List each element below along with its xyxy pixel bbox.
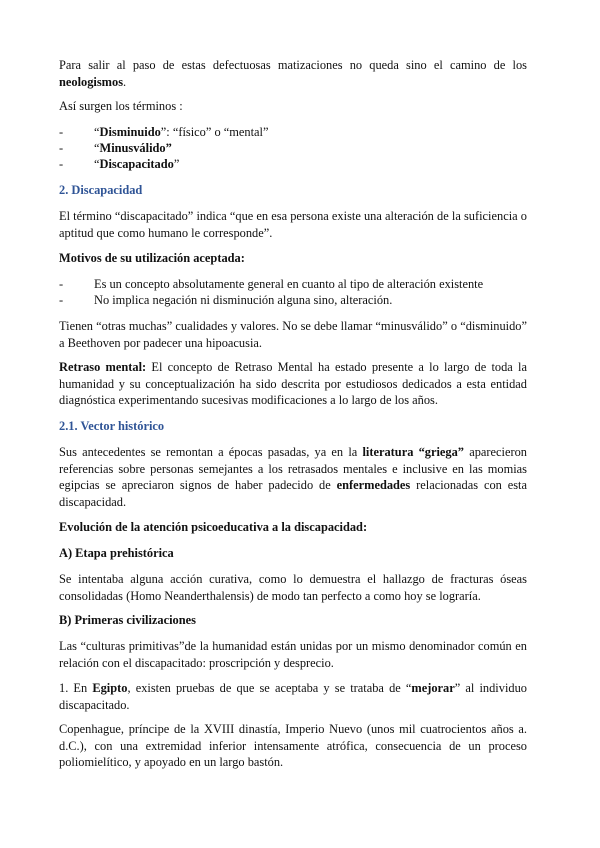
heading-etapa-prehistorica: A) Etapa prehistórica (59, 546, 174, 560)
paragraph-prehistorica: Se intentaba alguna acción curativa, como lo demuestra el hallazgo de fracturas óseas consolidadas (Homo Neanderthalensis) de modo tan perfecto a como hoy se lograría. (59, 572, 527, 603)
paragraph-cualidades: Tienen “otras muchas” cualidades y valores. No se debe llamar “minusválido” o “disminuido” a Beethoven por padecer una hipoacusia. (59, 319, 527, 350)
list-bullet: - (59, 293, 64, 307)
list-bullet: - (59, 157, 64, 171)
heading-vector-historico: 2.1. Vector histórico (59, 419, 165, 433)
paragraph-retraso-mental: Retraso mental: El concepto de Retraso Mental ha estado presente a lo largo de toda la humanidad y su conceptualización ha sido descrita por estudiosos dedicados a esta entidad diagnóstica experimentando sucesivas modificaciones a lo largo de los años. (59, 360, 527, 407)
heading-motivos: Motivos de su utilización aceptada: (59, 251, 245, 265)
paragraph-neologismos: Para salir al paso de estas defectuosas matizaciones no queda sino el camino de los neologismos. (59, 58, 527, 89)
heading-evolucion: Evolución de la atención psicoeducativa a la discapacidad: (59, 520, 368, 534)
paragraph-terminos: Así surgen los términos : (59, 99, 183, 113)
paragraph-antecedentes: Sus antecedentes se remontan a épocas pasadas, ya en la literatura “griega” aparecieron referencias sobre personas semejantes a los retrasados mentales e inclusive en las momias egipcias se apreciaron signos de haber padecido de enfermedades relacionadas con esta discapacidad. (59, 445, 527, 509)
paragraph-culturas-primitivas: Las “culturas primitivas”de la humanidad están unidas por un mismo denominador común en relación con el discapacitado: proscripción y desprecio. (59, 639, 527, 670)
list-bullet: - (59, 125, 64, 139)
heading-primeras-civilizaciones: B) Primeras civilizaciones (59, 613, 196, 627)
list-bullet: - (59, 141, 64, 155)
paragraph-copenhague: Copenhague, príncipe de la XVIII dinastía, Imperio Nuevo (unos mil cuatrocientos años a. d.C.), con una extremidad inferior intensamente atrófica, consecuencia de un proceso poliomielítico, y apoyado en un largo bastón. (59, 722, 527, 769)
paragraph-definicion: El término “discapacitado” indica “que en esa persona existe una alteración de la suficiencia o aptitud que como humano le corresponde”. (59, 209, 527, 240)
list-bullet: - (59, 277, 64, 291)
paragraph-egipto: 1. En Egipto, existen pruebas de que se aceptaba y se trataba de “mejorar” al individuo discapacitado. (59, 681, 527, 712)
heading-discapacidad: 2. Discapacidad (59, 183, 143, 197)
document-page: Para salir al paso de estas defectuosas matizaciones no queda sino el camino de los neologismos. Así surgen los términos : - “Disminuido”: “físico” o “mental” - “Minusválido” - “Discapacitado” 2. Discapacidad El término “discapacitado” indica “que en esa persona existe una alteración de la suficiencia o aptitud que como humano le corresponde”. Motivos de su utilización aceptada: - Es un concepto absolutamente general en cuanto al tipo de alteración existente - No implica negación ni disminución alguna sino, alteración. Tienen “otras muchas” cualidades y valores. No se debe llamar “minusválido” o “disminuido” a Beethoven por padecer una hipoacusia. Retraso mental: El concepto de Retraso Mental ha estado presente a lo largo de toda la humanidad y su conceptualización ha sido descrita por estudiosos dedicados a esta entidad diagnóstica experimentando sucesivas modificaciones a lo largo de los años. 2.1. Vector histórico Sus antecedentes se remontan a épocas pasadas, ya en la literatura “griega” aparecieron referencias sobre personas semejantes a los retrasados mentales e inclusive en las momias egipcias se apreciaron signos de haber padecido de enfermedades relacionadas con esta discapacidad. Evolución de la atención psicoeducativa a la discapacidad: A) Etapa prehistórica Se intentaba alguna acción curativa, como lo demuestra el hallazgo de fracturas óseas consolidadas (Homo Neanderthalensis) de modo tan perfecto a como hoy se lograría. B) Primeras civilizaciones Las “culturas primitivas”de la humanidad están unidas por un mismo denominador común en relación con el discapacitado: proscripción y desprecio. 1. En Egipto, existen pruebas de que se aceptaba y se trataba de “mejorar” al individuo discapacitado. Copenhague, príncipe de la XVIII dinastía, Imperio Nuevo (unos mil cuatrocientos años a. d.C.), con una extremidad inferior intensamente atrófica, consecuencia de un proceso poliomielítico, y apoyado en un largo bastón. (59, 58, 527, 769)
